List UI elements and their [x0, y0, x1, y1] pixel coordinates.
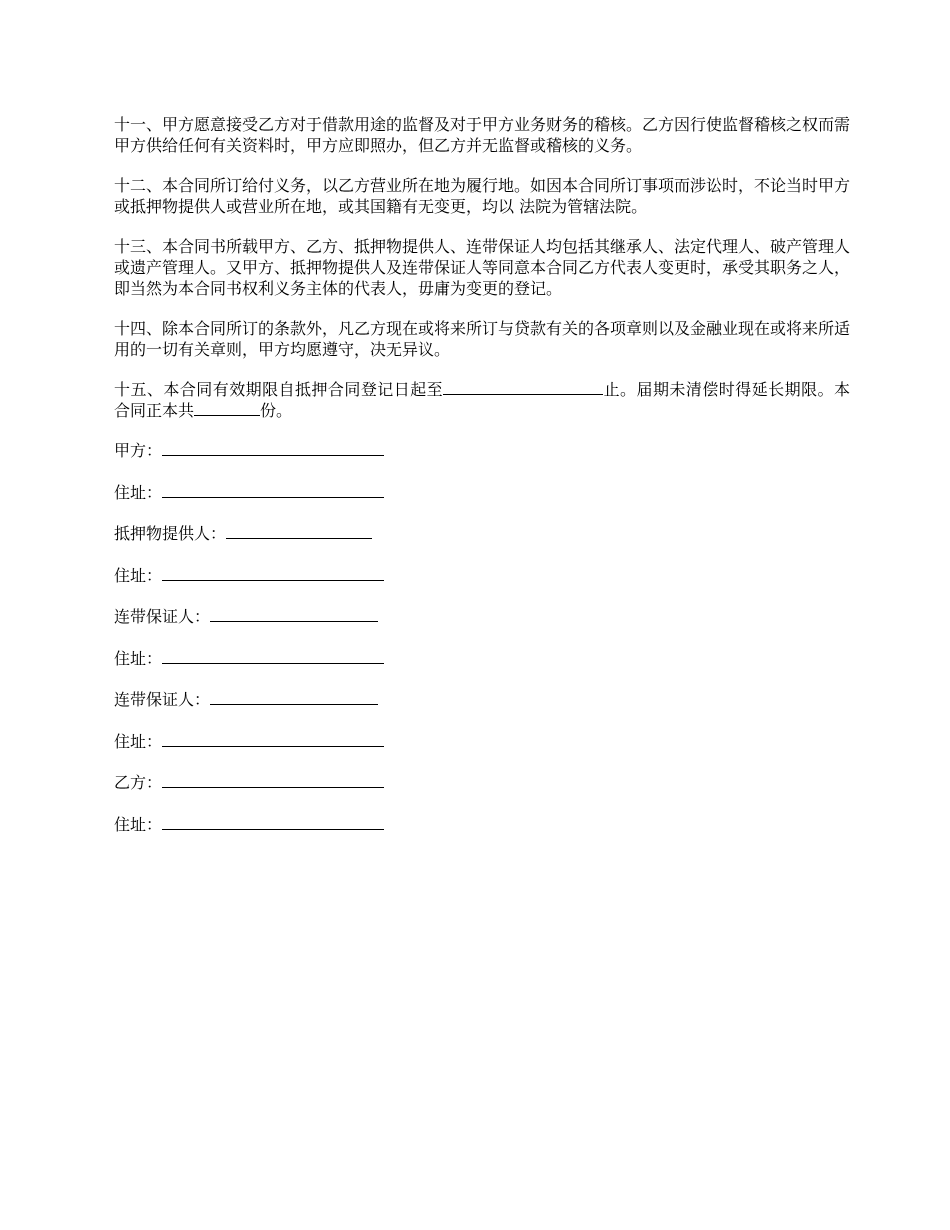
guarantor-2-signature-row	[114, 689, 850, 710]
address-blank-3[interactable]	[162, 648, 384, 664]
party-b-blank[interactable]	[162, 772, 384, 788]
clause-13: 十三、本合同书所载甲方、乙方、抵押物提供人、连带保证人均包括其继承人、法定代理人、破产管理人或遗产管理人。又甲方、抵押物提供人及连带保证人等同意本合同乙方代表人变更时，承受其职务之人，即当然为本合同书权利义务主体的代表人，毋庸为变更的登记。	[114, 237, 851, 298]
clause-15	[114, 379, 850, 421]
contract-page	[114, 114, 850, 855]
guarantor-2-blank[interactable]	[210, 689, 378, 705]
address-row-1	[114, 482, 850, 503]
clause-15-text-3: 份。	[260, 401, 293, 420]
clause-12: 十二、本合同所订给付义务，以乙方营业所在地为履行地。如因本合同所订事项而涉讼时，不论当时甲方或抵押物提供人或营业所在地，或其国籍有无变更，均以 法院为管辖法院。	[114, 176, 851, 216]
party-a-signature-row	[114, 440, 850, 461]
clause-14: 十四、除本合同所订的条款外，凡乙方现在或将来所订与贷款有关的各项章则以及金融业现在或将来所适用的一切有关章则，甲方均愿遵守，决无异议。	[114, 319, 851, 359]
address-blank-1[interactable]	[162, 482, 384, 498]
address-row-5	[114, 814, 850, 835]
term-end-date-blank[interactable]	[443, 379, 603, 395]
mortgagor-label: 抵押物提供人：	[114, 524, 227, 543]
guarantor-1-blank[interactable]	[210, 606, 378, 622]
address-label-4: 住址：	[114, 731, 163, 751]
clause-15-text-2: 止。届期未清偿时得延长期限。本合同正本共	[114, 380, 850, 420]
party-b-label: 乙方：	[114, 773, 163, 792]
address-row-2	[114, 565, 850, 586]
address-row-4	[114, 731, 850, 752]
guarantor-1-signature-row	[114, 606, 850, 627]
clause-11: 十一、甲方愿意接受乙方对于借款用途的监督及对于甲方业务财务的稽核。乙方因行使监督稽核之权而需甲方供给任何有关资料时，甲方应即照办，但乙方并无监督或稽核的义务。	[114, 115, 851, 155]
address-blank-2[interactable]	[162, 565, 384, 581]
address-label-5: 住址：	[114, 814, 163, 834]
party-a-label: 甲方：	[114, 441, 163, 460]
clause-15-text-1: 十五、本合同有效期限自抵押合同登记日起至	[114, 380, 444, 399]
address-blank-4[interactable]	[162, 731, 384, 747]
copies-count-blank[interactable]	[194, 400, 260, 416]
address-row-3	[114, 648, 850, 669]
party-b-signature-row	[114, 772, 850, 793]
guarantor-2-label: 连带保证人：	[114, 690, 211, 709]
address-label-2: 住址：	[114, 565, 163, 585]
mortgagor-signature-row	[114, 523, 850, 544]
address-label-1: 住址：	[114, 482, 163, 502]
address-blank-5[interactable]	[162, 814, 384, 830]
address-label-3: 住址：	[114, 648, 163, 668]
party-a-blank[interactable]	[162, 440, 384, 456]
guarantor-1-label: 连带保证人：	[114, 607, 211, 626]
mortgagor-blank[interactable]	[226, 523, 372, 539]
